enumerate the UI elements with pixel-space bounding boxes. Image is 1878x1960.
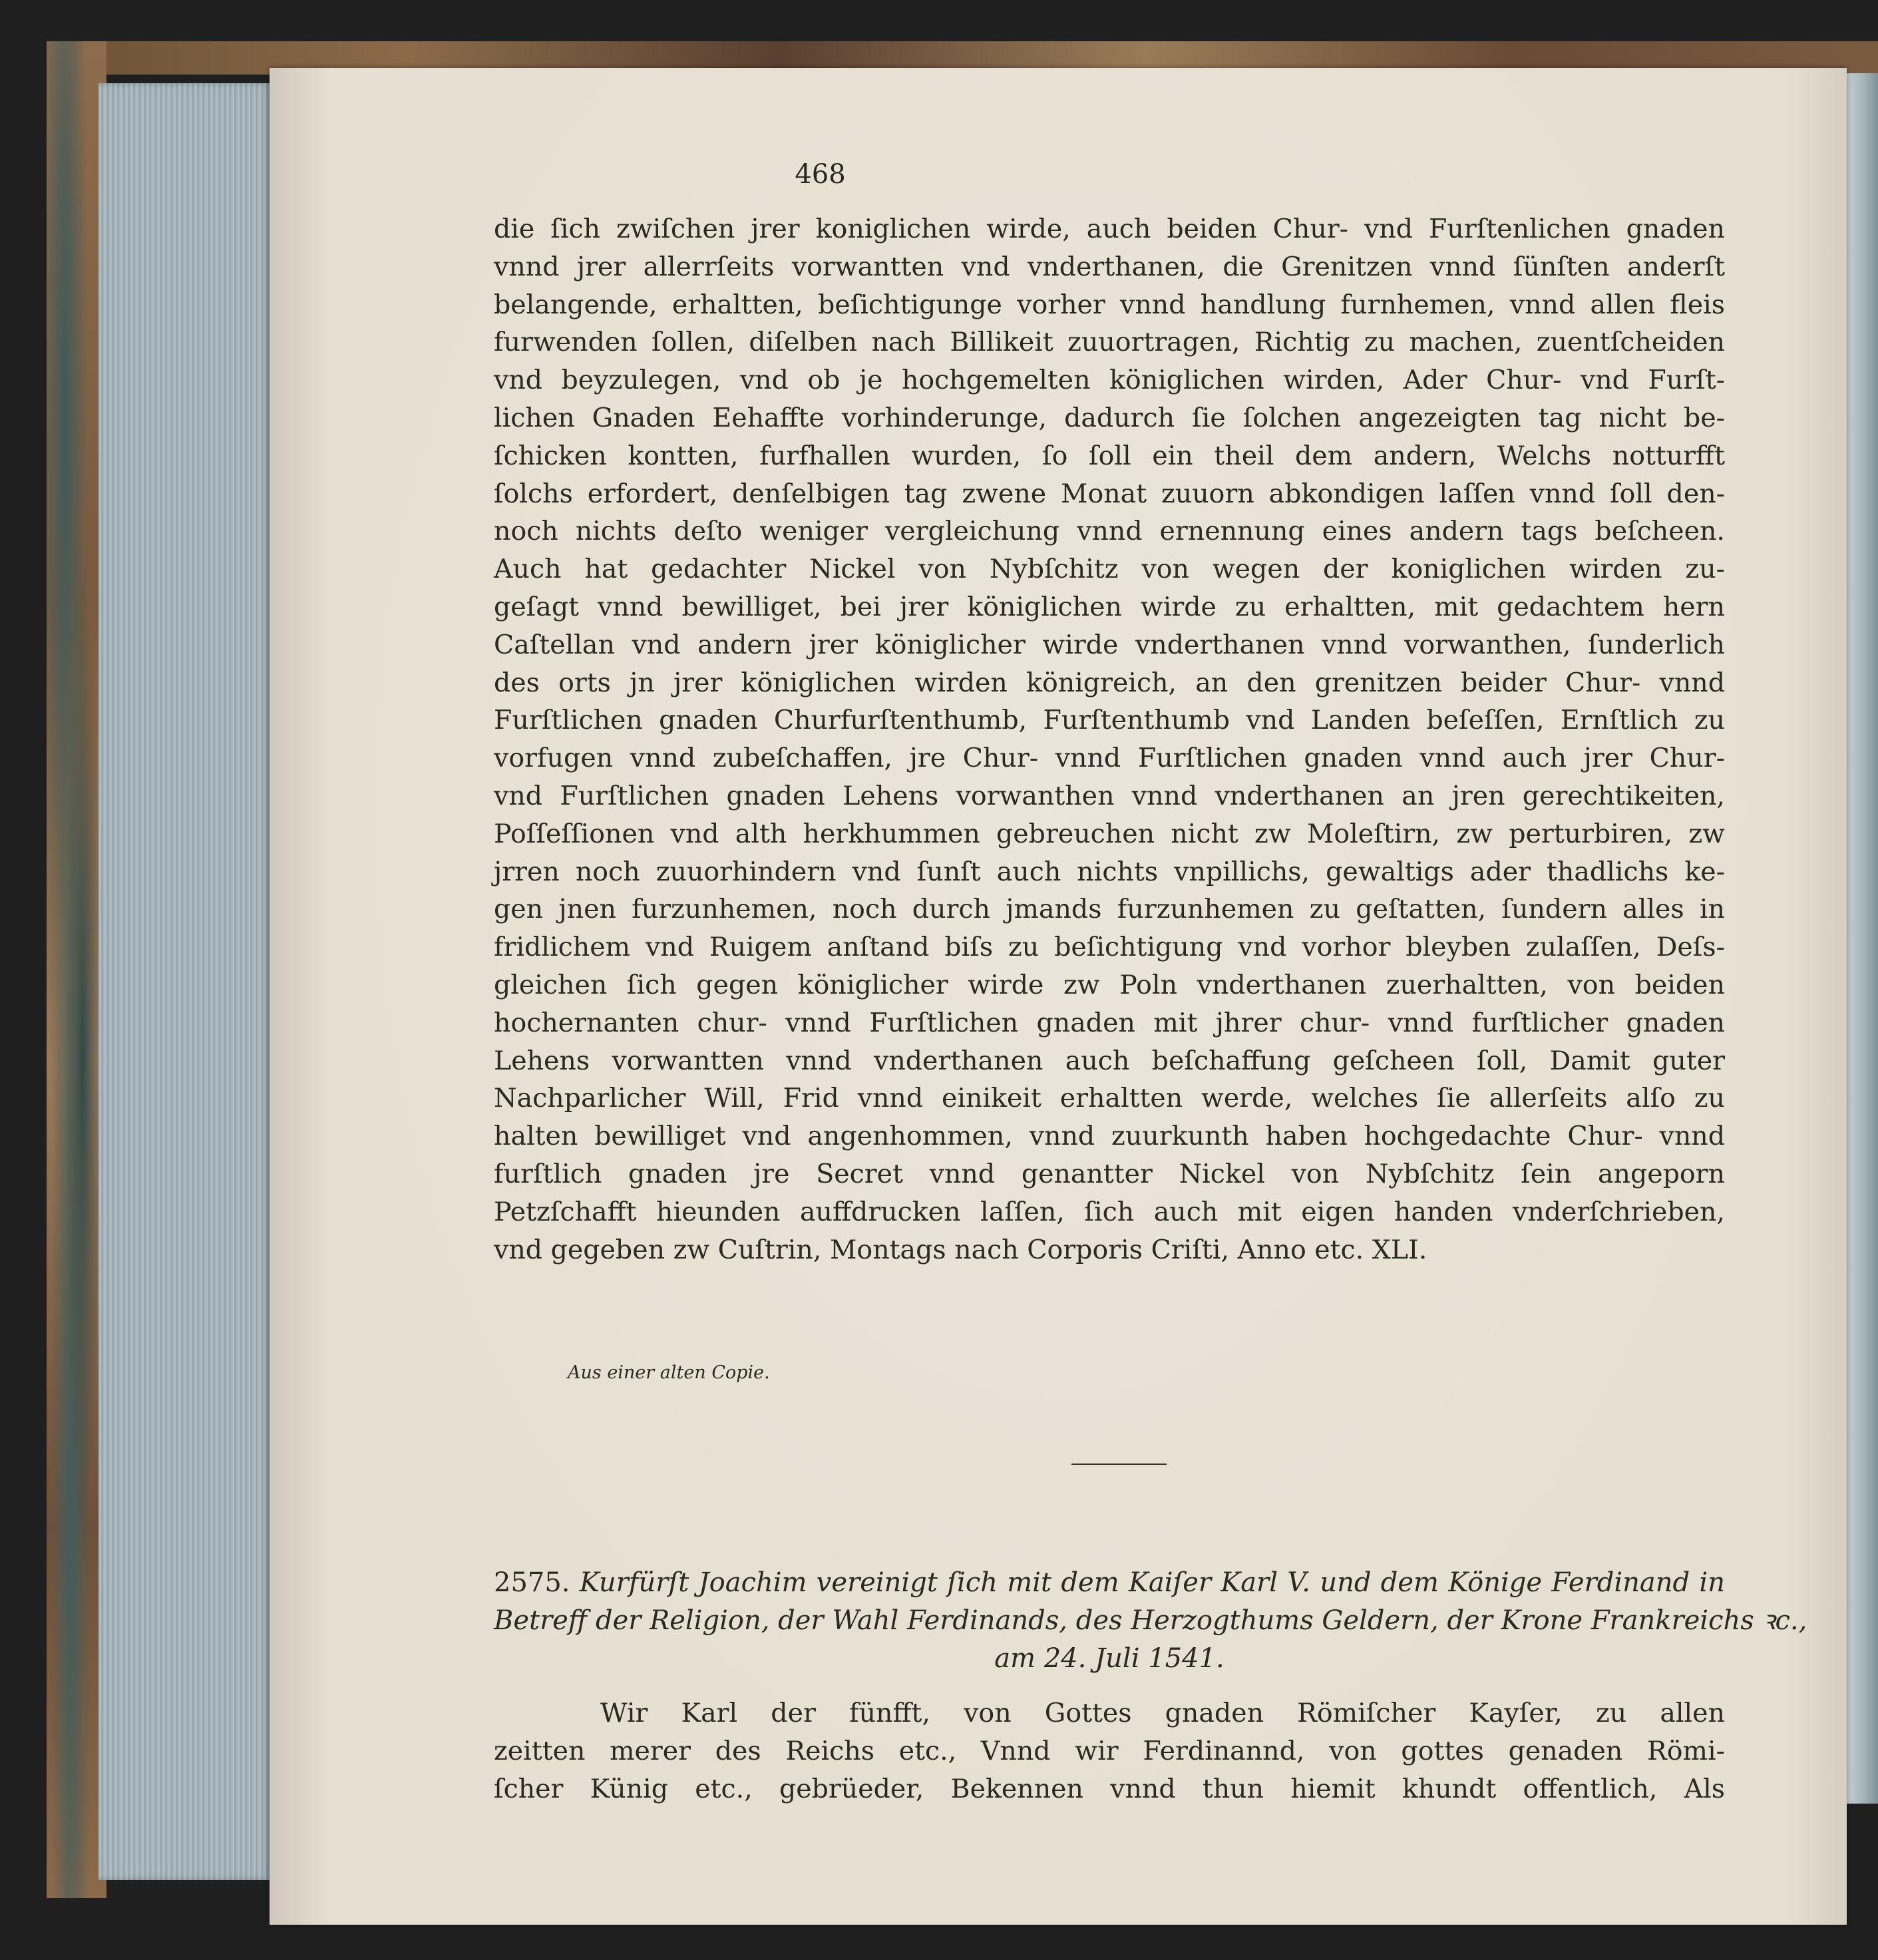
text-line: gleichen ſich gegen königlicher wirde zw Poln vnderthanen zuerhaltten, von beiden bbox=[494, 969, 1725, 1000]
text-line: Petzſchafft hieunden auffdrucken laſſen, ſich auch mit eigen handen vnderſchrieben, bbox=[494, 1196, 1725, 1227]
text-line: furwenden ſollen, diſelben nach Billikeit zuuortragen, Richtig zu machen, zuentſcheiden bbox=[494, 327, 1725, 358]
text-line: belangende, erhaltten, beſichtigunge vorher vnnd handlung furnhemen, vnnd allen fleis bbox=[494, 289, 1725, 320]
text-line: vorfugen vnnd zubeſchaffen, jre Chur- vnnd Furſtlichen gnaden vnnd auch jrer Chur- bbox=[494, 743, 1725, 774]
text-line: noch nichts deſto weniger vergleichung vnnd ernennung eines andern tags beſcheen. bbox=[494, 516, 1725, 547]
marbled-book-cover bbox=[47, 41, 106, 1898]
heading-date: am 24. Juli 1541. bbox=[994, 1643, 1224, 1674]
text-line: Nachparlicher Will, Frid vnnd einikeit erhaltten werde, welches ſie allerſeits alſo zu bbox=[494, 1083, 1725, 1114]
book-page bbox=[270, 68, 1847, 1925]
text-line: Poſſeſſionen vnd alth herkhummen gebreuchen nicht zw Moleſtirn, zw perturbiren, zw bbox=[494, 818, 1725, 849]
text-line: vnnd jrer allerrſeits vorwantten vnd vnderthanen, die Grenitzen vnnd ſünſten anderſt bbox=[494, 251, 1725, 282]
section-divider bbox=[1071, 1464, 1167, 1465]
text-line: vnd Furſtlichen gnaden Lehens vorwanthen vnnd vnderthanen an jren gerechtikeiten, bbox=[494, 780, 1725, 811]
document-paragraph-2 bbox=[494, 1694, 1725, 1808]
text-line: fridlichem vnd Ruigem anſtand biſs zu beſichtigung vnd vorhor bleyben zulaſſen, Deſs- bbox=[494, 932, 1725, 963]
text-line: geſagt vnnd bewilliget, bei jrer königlichen wirde zu erhaltten, mit gedachtem hern bbox=[494, 591, 1725, 622]
text-line: ſcher Künig etc., gebrüeder, Bekennen vnnd thun hiemit khundt offentlich, Als bbox=[494, 1774, 1725, 1804]
document-paragraph-1 bbox=[494, 210, 1725, 1269]
source-note: Aus einer alten Copie. bbox=[568, 1362, 770, 1383]
text-line: Wir Karl der fünfft, von Gottes gnaden Römiſcher Kayſer, zu allen bbox=[600, 1698, 1725, 1728]
text-line: Furſtlichen gnaden Churfurſtenthumb, Furſtenthumb vnd Landen beſeſſen, Ernſtlich zu bbox=[494, 705, 1725, 736]
text-line: ſolchs erfordert, denſelbigen tag zwene Monat zuuorn abkondigen laſſen vnnd ſoll den- bbox=[494, 478, 1725, 509]
text-line: Caſtellan vnd andern jrer königlicher wirde vnderthanen vnnd vorwanthen, ſunderlich bbox=[494, 629, 1725, 660]
text-line: lichen Gnaden Eehaffte vorhinderunge, dadurch ſie ſolchen angezeigten tag nicht be- bbox=[494, 402, 1725, 433]
page-block-edges bbox=[98, 83, 272, 1880]
text-line: zeitten merer des Reichs etc., Vnnd wir Ferdinannd, von gottes genaden Römi- bbox=[494, 1736, 1725, 1766]
text-line: Lehens vorwantten vnnd vnderthanen auch beſchaffung geſcheen ſoll, Damit guter bbox=[494, 1045, 1725, 1076]
text-line: halten bewilliget vnd angenhommen, vnnd zuurkunth haben hochgedachte Chur- vnnd bbox=[494, 1121, 1725, 1152]
heading-line-1 bbox=[494, 1564, 1725, 1602]
heading-text: Kurfürſt Joachim vereinigt ſich mit dem Kaiſer Karl V. und dem Könige Ferdinand in bbox=[579, 1567, 1725, 1598]
text-line: des orts jn jrer königlichen wirden königreich, an den grenitzen beider Chur- vnnd bbox=[494, 667, 1725, 698]
text-line: die ſich zwiſchen jrer koniglichen wirde, auch beiden Chur- vnd Furſtenlichen gnaden bbox=[494, 214, 1725, 244]
text-line: hochernanten chur- vnnd Furſtlichen gnaden mit jhrer chur- vnnd furſtlicher gnaden bbox=[494, 1007, 1725, 1038]
heading-line-2: Betreff der Religion, der Wahl Ferdinands, des Herzogthums Geldern, der Krone Frankreichs ꝛc., bbox=[494, 1605, 1807, 1636]
text-line: vnd gegeben zw Cuſtrin, Montags nach Corporis Criſti, Anno etc. XLI. bbox=[494, 1234, 1427, 1265]
text-line: ſchicken kontten, furfhallen wurden, ſo ſoll ein theil dem andern, Welchs notturfft bbox=[494, 440, 1725, 471]
document-heading bbox=[494, 1564, 1807, 1678]
text-line: Auch hat gedachter Nickel von Nybſchitz von wegen der koniglichen wirden zu- bbox=[494, 554, 1725, 585]
text-line: gen jnen furzunhemen, noch durch jmands furzunhemen zu geſtatten, ſundern alles in bbox=[494, 894, 1725, 925]
facing-page-edge bbox=[1843, 73, 1878, 1804]
page-number: 468 bbox=[795, 159, 846, 190]
text-line: vnd beyzulegen, vnd ob je hochgemelten königlichen wirden, Ader Chur- vnd Furſt- bbox=[494, 365, 1725, 396]
text-line: furſtlich gnaden jre Secret vnnd genantter Nickel von Nybſchitz ſein angeporn bbox=[494, 1158, 1725, 1189]
document-number: 2575. bbox=[494, 1567, 570, 1598]
text-line: jrren noch zuuorhindern vnd ſunſt auch nichts vnpillichs, gewaltigs ader thadlichs ke- bbox=[494, 856, 1725, 887]
